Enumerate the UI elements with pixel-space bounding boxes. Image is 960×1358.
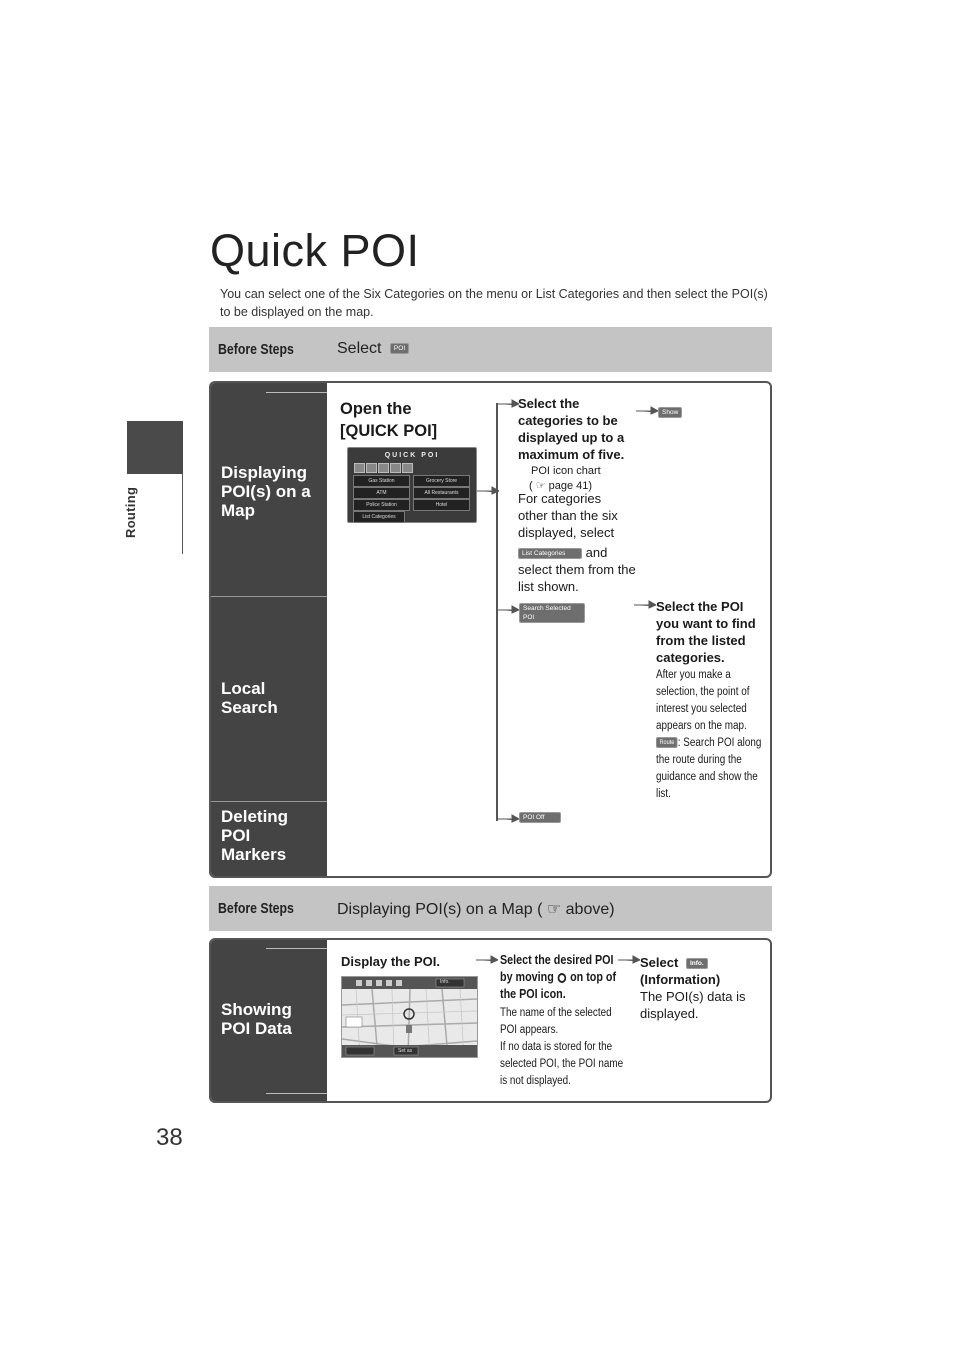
before-steps-bar-2 <box>209 886 772 931</box>
arrow-right-icon <box>476 954 498 964</box>
before-steps-label-2: Before Steps <box>218 900 294 917</box>
arrow-right-icon <box>636 405 658 415</box>
screen-btn-police: Police Station <box>353 499 410 511</box>
selected-name-note: The name of the selected POI appears. <box>500 1007 612 1036</box>
info-chip: Info. <box>686 958 708 969</box>
section-tab-line <box>182 474 183 554</box>
select-info-text: Select <box>640 955 679 970</box>
before-steps-text-2: Displaying POI(s) on a Map ( ☞ above) <box>337 901 615 918</box>
screen-btn-hotel: Hotel <box>413 499 470 511</box>
poi-button-chip: POI <box>390 343 409 354</box>
panel-row-labels <box>211 383 327 876</box>
quick-poi-screen-title: QUICK POI <box>384 452 440 459</box>
before-steps-label: Before Steps <box>218 341 294 358</box>
poi-off-chip: POI Off <box>519 812 561 823</box>
before-steps-bar <box>209 327 772 372</box>
arrow-right-icon <box>477 485 499 495</box>
steps-panel <box>209 381 772 878</box>
row-deleting: Deleting POI Markers <box>221 807 289 864</box>
select-poi-head: Select the POI you want to find from the listed categories. <box>656 599 756 665</box>
screen-btn-gas: Gas Station <box>353 475 410 487</box>
cursor-ring-icon <box>557 972 567 984</box>
intro-text: You can select one of the Six Categories on the menu or List Categories and then select the POI(s) to be displayed on the map. <box>220 287 768 319</box>
map-screen <box>341 976 478 1058</box>
poi-data-displayed: The POI(s) data is displayed. <box>640 989 746 1021</box>
select-desired-poi <box>500 952 620 1003</box>
arrow-right-icon <box>634 599 656 609</box>
list-categories-chip: List Categories <box>518 548 582 559</box>
select-desired-text: Select the desired POI by moving <box>500 953 614 984</box>
row-showing-poi-data: Showing POI Data <box>221 1000 292 1038</box>
arrow-right-icon <box>497 604 519 614</box>
before-steps-text <box>337 340 409 358</box>
no-data-note: If no data is stored for the selected POI, the POI name is not displayed. <box>500 1041 624 1087</box>
select-poi-body: After you make a selection, the point of interest you selected appears on the map. <box>656 669 750 732</box>
route-note <box>656 735 764 803</box>
panel2-row-label <box>211 940 327 1101</box>
page-title: Quick POI <box>210 225 420 276</box>
list-categories-line <box>518 544 638 595</box>
screen-btn-grocery: Grocery Store <box>413 475 470 487</box>
show-chip: Show <box>658 407 682 418</box>
page-number: 38 <box>156 1124 183 1151</box>
select-info-line <box>640 954 760 971</box>
search-selected-poi-chip: Search Selected POI <box>519 603 585 623</box>
step-open-quick-poi: Open the [QUICK POI] <box>340 400 438 440</box>
poi-chart-ref: ( ☞ page 41) <box>529 480 593 492</box>
other-categories-text-2: and select them from the list shown. <box>518 545 636 594</box>
route-text: : Search POI along the route during the guidance and show the list. <box>656 737 762 800</box>
display-poi-text: Display the POI. <box>341 954 440 969</box>
map-info-button: Info. <box>440 979 450 985</box>
poi-chart-label: POI icon chart <box>531 465 601 477</box>
screen-btn-atm: ATM <box>353 487 410 499</box>
select-categories-text: Select the categories to be displayed up to a maximum of five. <box>518 396 625 462</box>
show-poi-panel <box>209 938 772 1103</box>
route-chip: Route <box>656 737 678 748</box>
select-desired-text-2: on top of the POI icon. <box>500 970 617 1001</box>
arrow-right-icon <box>618 954 640 964</box>
before-steps-select: Select <box>337 340 382 357</box>
row-displaying: Displaying POI(s) on a Map <box>221 463 311 520</box>
section-tab <box>127 421 183 474</box>
screen-btn-list: List Categories <box>353 511 405 523</box>
section-label: Routing <box>123 486 138 538</box>
other-categories-text: For categories other than the six displayed, select <box>518 491 618 540</box>
information-label: (Information) <box>640 972 721 987</box>
map-set-as-button: Set as <box>398 1048 413 1054</box>
arrow-right-icon <box>497 398 519 408</box>
row-local-search: Local Search <box>221 679 278 717</box>
quick-poi-screen <box>347 447 477 523</box>
arrow-right-icon <box>497 813 519 823</box>
screen-btn-restaurants: All Restaurants <box>413 487 470 499</box>
